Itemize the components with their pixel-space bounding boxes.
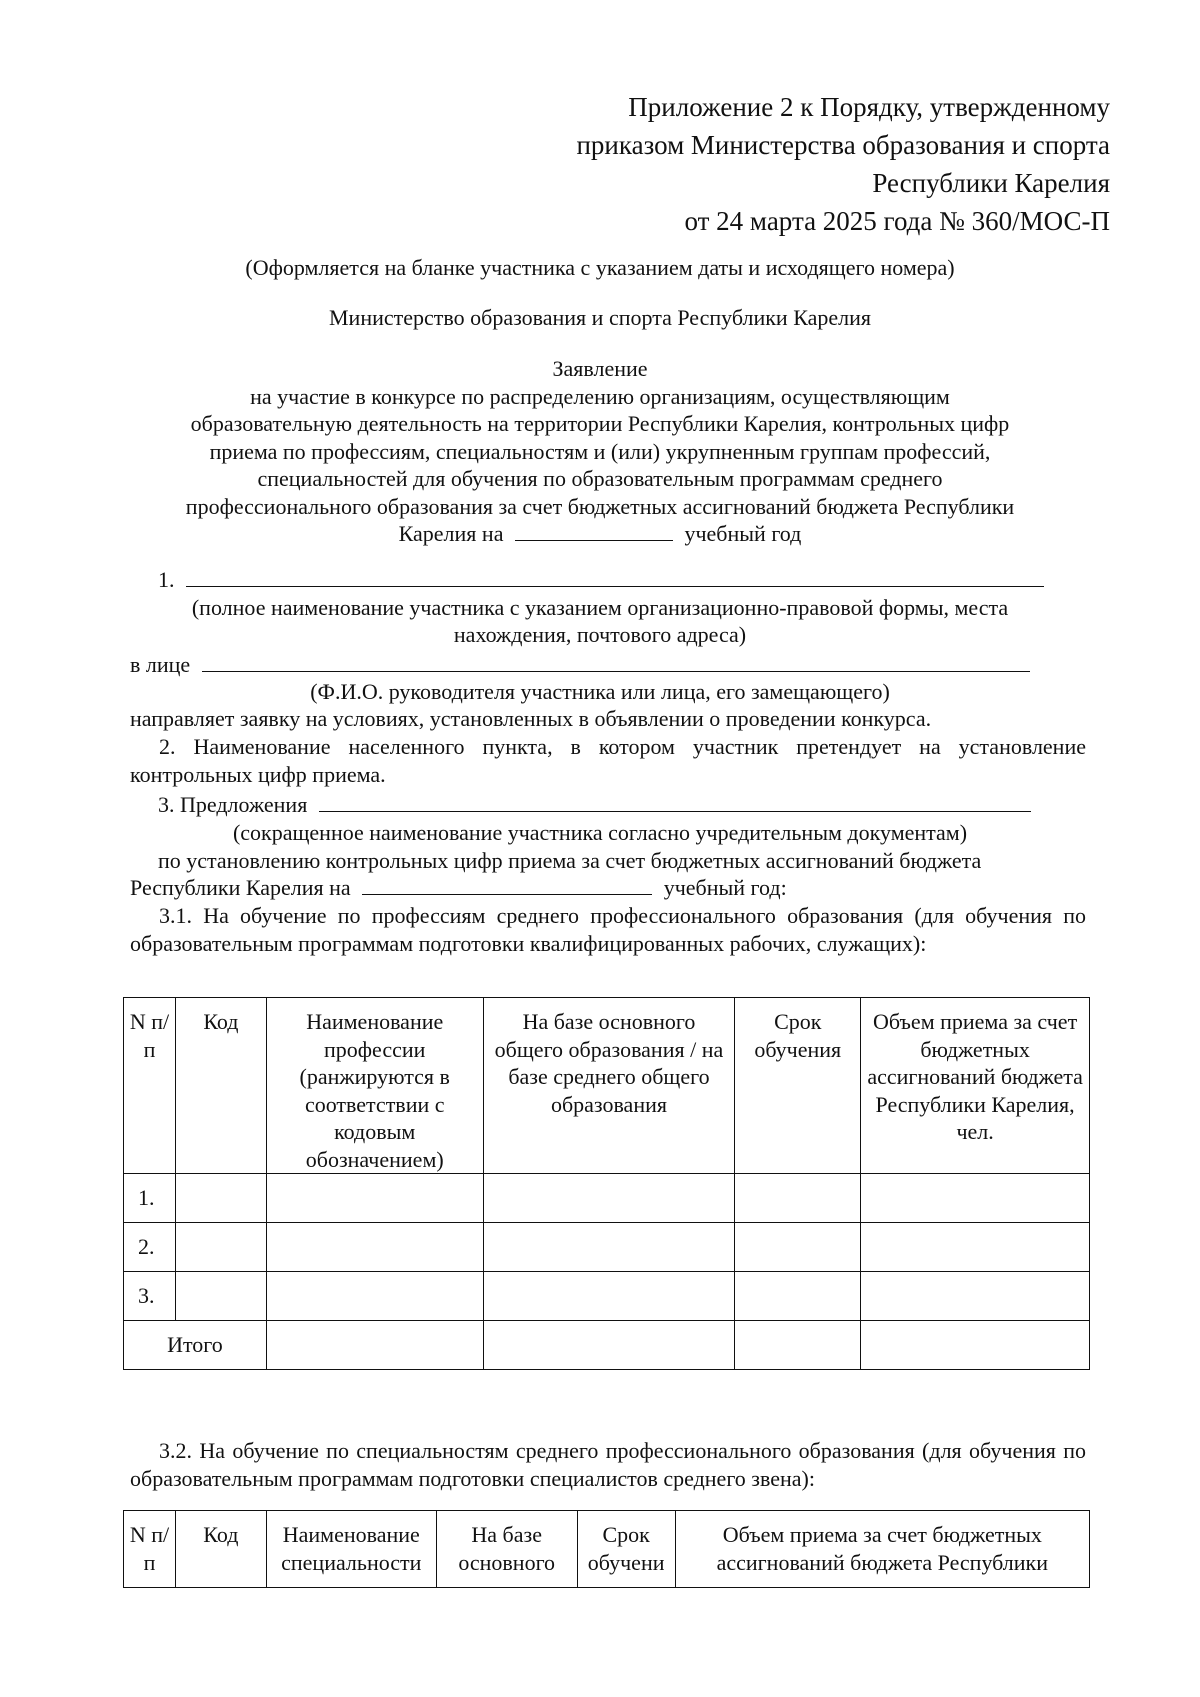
in-person-line [130,651,1030,678]
professions-table [123,997,1090,1370]
title-line-2: образовательную деятельность на территории Республики Карелия, контрольных цифр [190,411,1010,436]
table-row [124,1174,1090,1223]
item-3-line-1: по установлению контрольных цифр приема за счет бюджетных ассигнований бюджета [158,848,982,873]
cell-code[interactable] [175,1174,266,1223]
col-duration-header: Срок обучени [577,1511,675,1588]
cell-profession[interactable] [266,1321,483,1370]
appendix-line-1: Приложение 2 к Порядку, утвержденному [628,92,1110,122]
col-education-base-header: На базе основного общего образования / на базе среднего общего образования [483,998,735,1174]
item-3-line-2-before: Республики Карелия на [130,875,351,900]
col-code-header: Код [175,1511,266,1588]
col-profession-header: Наименование профессии (ранжируются в соответствии с кодовым обозначением) [266,998,483,1174]
table-row [124,1272,1090,1321]
item-1-caption-line-1: (полное наименование участника с указанием организационно-правовой формы, места [191,595,1009,620]
col-volume-header: Объем приема за счет бюджетных ассигнований бюджета Республики Карелия, чел. [861,998,1090,1174]
cell-education-base[interactable] [483,1174,735,1223]
school-year-blank[interactable] [515,520,673,541]
in-person-label: в лице [130,652,191,677]
sends-application: направляет заявку на условиях, установленных в объявлении о проведении конкурса. [130,706,932,731]
row-number: 2. [124,1223,176,1272]
application-title [0,355,1200,548]
cell-volume[interactable] [861,1272,1090,1321]
total-label: Итого [124,1321,267,1370]
cell-volume[interactable] [861,1321,1090,1370]
item-1-caption [0,594,1200,648]
cell-profession[interactable] [266,1174,483,1223]
item-3-1-text: 3.1. На обучение по профессиям среднего профессионального образования (для обучения по образовательным программам подготовки квалифицированных рабочих, служащих): [130,903,1086,956]
col-education-base-header: На базе основного [436,1511,577,1588]
col-duration-header: Срок обучения [735,998,861,1174]
appendix-line-2: приказом Министерства образования и спорта [576,130,1110,160]
col-volume-header: Объем приема за счет бюджетных ассигнований бюджета Республики [675,1511,1089,1588]
appendix-line-4: от 24 марта 2025 года № 360/МОС-П [684,206,1110,236]
item-3-line-2 [130,874,787,901]
item-1-number: 1. [158,567,175,592]
cell-duration[interactable] [735,1272,861,1321]
cell-code[interactable] [175,1272,266,1321]
title-line-6-before: Карелия на [398,521,504,546]
title-line-1: на участие в конкурсе по распределению организациям, осуществляющим [250,383,950,409]
total-row [124,1321,1090,1370]
title-line-6 [0,520,1200,548]
cell-education-base[interactable] [483,1223,735,1272]
head-name-blank[interactable] [202,651,1030,672]
item-2 [130,733,1086,788]
cell-volume[interactable] [861,1223,1090,1272]
col-specialty-header: Наименование специальности [266,1511,436,1588]
item-1 [158,566,1044,593]
item-3-line-2-after: учебный год: [663,875,787,900]
cell-education-base[interactable] [483,1321,735,1370]
participant-short-name-blank[interactable] [319,791,1031,812]
row-number: 3. [124,1272,176,1321]
letterhead-note: (Оформляется на бланке участника с указанием даты и исходящего номера) [245,255,955,280]
row-number: 1. [124,1174,176,1223]
participant-name-blank[interactable] [186,566,1044,587]
table-row [124,1223,1090,1272]
col-number-header: N п/п [124,1511,176,1588]
item-3-2-text: 3.2. На обучение по специальностям среднего профессионального образования (для обучения по образовательным программам подготовки специалистов среднего звена): [130,1438,1086,1491]
col-number-header: N п/п [124,998,176,1174]
title-heading: Заявление [552,356,648,381]
item-2-text: 2. Наименование населенного пункта, в котором участник претендует на установление контрольных цифр приема. [130,734,1086,787]
in-person-caption: (Ф.И.О. руководителя участника или лица, его замещающего) [310,679,890,704]
appendix-header [576,88,1110,240]
cell-duration[interactable] [735,1223,861,1272]
item-3-label: 3. Предложения [158,792,308,817]
title-line-3: приема по профессиям, специальностям и (или) укрупненным группам профессий, [209,438,991,464]
table-header-row [124,1511,1090,1588]
cell-volume[interactable] [861,1174,1090,1223]
specialties-table [123,1510,1090,1588]
col-code-header: Код [175,998,266,1174]
cell-education-base[interactable] [483,1272,735,1321]
cell-duration[interactable] [735,1321,861,1370]
cell-code[interactable] [175,1223,266,1272]
cell-duration[interactable] [735,1174,861,1223]
title-line-6-after: учебный год [684,521,802,546]
item-1-caption-line-2: нахождения, почтового адреса) [453,622,747,647]
appendix-line-3: Республики Карелия [872,168,1110,198]
item-3-caption: (сокращенное наименование участника согласно учредительным документам) [232,820,968,845]
table-header-row [124,998,1090,1174]
cell-profession[interactable] [266,1272,483,1321]
cell-profession[interactable] [266,1223,483,1272]
item-3-2 [130,1437,1086,1492]
addressee: Министерство образования и спорта Республики Карелия [328,305,871,330]
title-line-5: профессионального образования за счет бюджетных ассигнований бюджета Республики [185,493,1015,519]
title-line-4: специальностей для обучения по образовательным программам среднего [257,466,943,491]
proposal-year-blank[interactable] [362,874,652,895]
item-3-1 [130,902,1086,957]
item-3 [158,791,1031,818]
